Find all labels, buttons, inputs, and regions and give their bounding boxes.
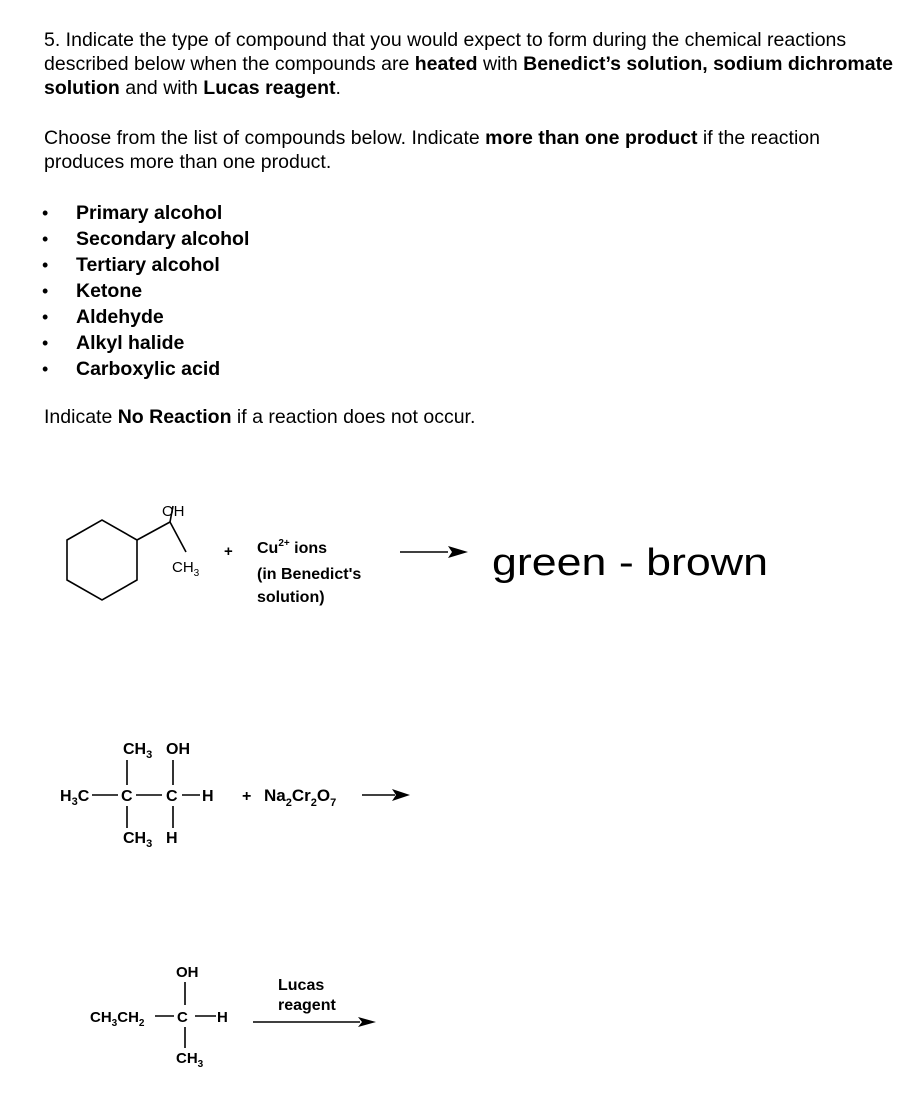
r2-h3c <box>60 788 90 808</box>
r2-ch3-bottom-sub: 3 <box>146 838 153 850</box>
r2-h3c-sub: 3 <box>71 796 78 808</box>
r1-reagent-line1 <box>257 538 327 557</box>
bullet-icon: • <box>42 307 49 327</box>
r1-ions: ions <box>289 540 328 557</box>
r3-ch3 <box>176 1050 204 1070</box>
r2-hydrogen-right: H <box>202 788 214 805</box>
choice-label: Primary alcohol <box>76 202 223 224</box>
r3-reagent-line1: Lucas <box>278 977 325 994</box>
r2-ch3-bottom-text: CH <box>123 830 147 847</box>
intro-emphasis-heated: heated <box>414 53 478 75</box>
r1-charge: 2+ <box>278 538 290 549</box>
intro-emphasis-reagents: Benedict’s solution, sodium dichromate solution <box>44 53 893 99</box>
noreact-text-1: Indicate <box>44 406 118 428</box>
r3-ch3-bottom-sub: 3 <box>197 1059 204 1070</box>
r2-ch3-bottom <box>123 830 152 850</box>
r2-carbon-1: C <box>121 788 133 805</box>
reaction3-arrow-head-icon <box>358 1017 376 1027</box>
intro-text-3: and with <box>119 77 204 99</box>
bullet-icon: • <box>42 281 49 301</box>
intro-emphasis-lucas: Lucas reagent <box>203 77 336 99</box>
r3-oh: OH <box>176 964 199 981</box>
r2-dichromate <box>264 786 336 809</box>
choose-text-1: Choose from the list of compounds below. Indicate <box>44 127 486 149</box>
intro-text-1: 5. Indicate the type of compound that you would expect to form during the chemical reactions described below when the compounds are <box>44 29 847 75</box>
r2-oh: OH <box>166 741 190 758</box>
r2-h3c-h: H <box>60 788 72 805</box>
r2-plus: + <box>242 788 252 805</box>
bullet-icon: • <box>42 359 49 379</box>
ring-substituent-bond <box>137 522 170 540</box>
r1-reagent-line3: solution) <box>257 589 325 606</box>
r2-o: O <box>316 786 331 805</box>
r2-carbon-2: C <box>166 788 178 805</box>
reaction1-arrow-head-icon <box>448 546 468 558</box>
choose-emphasis: more than one product <box>485 127 698 149</box>
r2-hydrogen-bottom: H <box>166 830 178 847</box>
r2-o-sub: 7 <box>330 797 337 809</box>
choice-label: Tertiary alcohol <box>76 254 220 276</box>
r3-carbon: C <box>177 1009 188 1026</box>
r1-ch3-sub: 3 <box>193 568 200 579</box>
bullet-icon: • <box>42 229 49 249</box>
r3-ch3-bottom-text: CH <box>176 1050 198 1067</box>
r1-cu: Cu <box>257 540 279 557</box>
choose-text-2: if the reaction produces more than one product. <box>44 127 820 173</box>
r2-cr: Cr <box>291 786 311 805</box>
choice-label: Carboxylic acid <box>76 358 221 380</box>
r3-ch2-text: CH <box>117 1009 139 1026</box>
r2-ch3-top-text: CH <box>123 741 147 758</box>
r3-reagent-line2: reagent <box>278 997 336 1014</box>
noreact-emphasis: No Reaction <box>117 406 232 428</box>
bullet-icon: • <box>42 255 49 275</box>
r1-ch3-text: CH <box>172 559 194 576</box>
r1-reagent-line2: (in Benedict's <box>257 566 362 583</box>
r2-ch3-top <box>123 741 152 761</box>
r3-ch3ch2 <box>90 1009 145 1029</box>
choice-label: Alkyl halide <box>76 332 185 354</box>
cyclohexane-ring <box>67 520 137 600</box>
bullet-icon: • <box>42 333 49 353</box>
r1-ch3-label <box>172 559 200 579</box>
r2-na: Na <box>264 786 286 805</box>
methyl-bond <box>170 522 186 552</box>
r2-na-sub: 2 <box>285 797 292 809</box>
r2-ch3-top-sub: 3 <box>146 749 153 761</box>
bullet-icon: • <box>42 203 49 223</box>
r1-plus: + <box>224 543 233 560</box>
r2-cr-sub: 2 <box>310 797 317 809</box>
handwritten-answer: green - brown <box>492 542 768 584</box>
choice-label: Aldehyde <box>76 306 164 328</box>
r1-oh-label: OH <box>162 503 185 520</box>
r3-ch3-text: CH <box>90 1009 112 1026</box>
noreact-text-2: if a reaction does not occur. <box>231 406 476 428</box>
r3-ch2-sub: 2 <box>138 1018 145 1029</box>
choice-label: Ketone <box>76 280 143 302</box>
choice-label: Secondary alcohol <box>76 228 250 250</box>
intro-text-2: with <box>477 53 524 75</box>
intro-text-4: . <box>335 77 341 99</box>
r3-ch3-sub: 3 <box>111 1018 118 1029</box>
r2-h3c-c: C <box>77 788 90 805</box>
r3-hydrogen: H <box>217 1009 228 1026</box>
